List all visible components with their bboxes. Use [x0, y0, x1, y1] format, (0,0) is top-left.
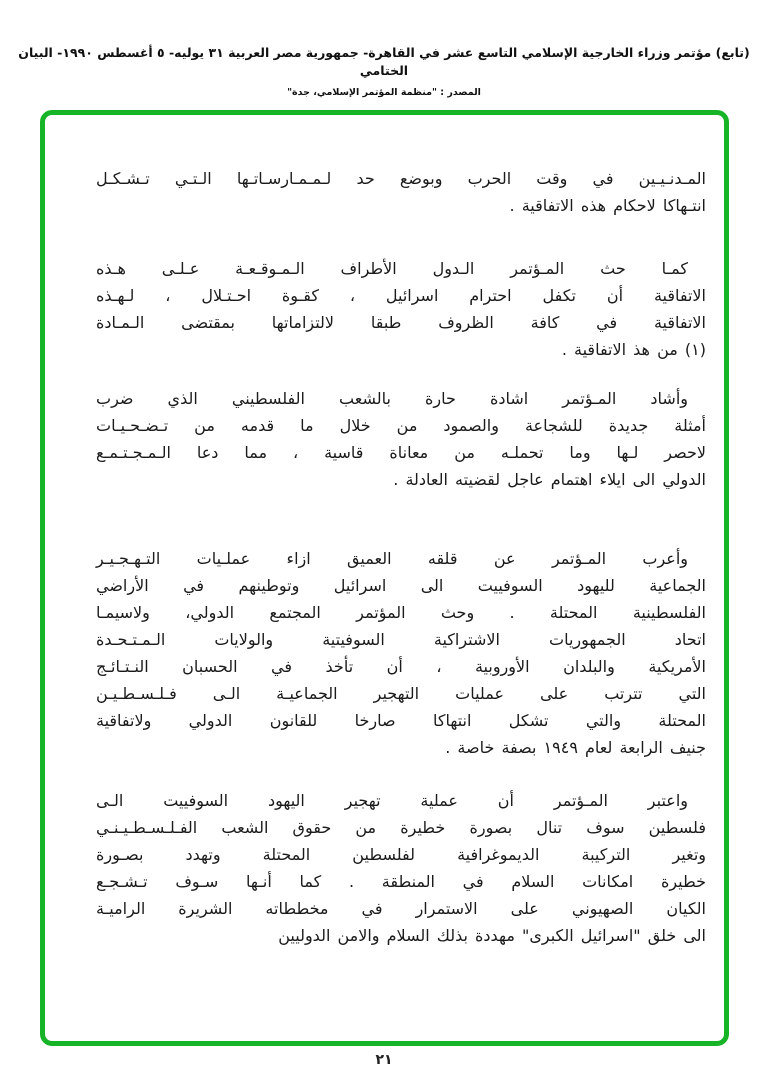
paragraph-line: واعتبر المـؤتمر أن عملية تهجير اليهود السوفييت الـى — [96, 791, 688, 810]
paragraph — [96, 385, 706, 493]
paragraph-line: المحتلة والتي تشكل انتهاكا صارخا للقانون الدولي ولاتفاقية — [96, 711, 706, 730]
paragraph-line: الاتفاقية أن تكفل احترام اسرائيل ، كقـوة احـتـلال ، لـهـذه — [96, 286, 706, 305]
content-frame — [40, 110, 729, 1046]
paragraph-line: أمثلة جديدة للشجاعة والصمود من خلال ما قدمه من تـضـحـيـات — [96, 416, 706, 435]
document-header — [0, 44, 768, 99]
paragraph-line: الكيان الصهيوني على الاستمرار في مخططاته الشريرة الراميـة — [96, 899, 706, 918]
paragraph-line: المـدنـيـين في وقت الحرب وبوضع حد لـمـمـارسـاتـها الـتـي تـشـكـل — [96, 169, 706, 188]
paragraph-line: وتغير التركيبة الديموغرافية لفلسطين المحتلة وتهدد بصـورة — [96, 845, 706, 864]
body-text — [96, 165, 706, 949]
paragraph-line: انتـهاكا لاحكام هذه الاتفاقية . — [509, 196, 706, 215]
paragraph — [96, 165, 706, 219]
paragraph-line: الاتفاقية في كافة الظروف طبقا لالتزاماتها بمقتضى الـمـادة — [96, 313, 706, 332]
paragraph-line: الفلسطينية المحتلة . وحث المؤتمر المجتمع الدولي، ولاسيمـا — [96, 603, 706, 622]
paragraph-line: الجماعية لليهود السوفييت الى اسرائيل وتوطينهم في الأراضي — [96, 576, 706, 595]
paragraph — [96, 787, 706, 949]
header-source: المصدر : "منظمة المؤتمر الإسلامي، جدة" — [287, 87, 481, 98]
paragraph-line: لاحصر لـها وما تحملـه من معاناة قاسية ، مما دعا الـمـجـتـمـع — [96, 443, 706, 462]
paragraphs — [96, 165, 706, 949]
paragraph-line: الدولي الى ايلاء اهتمام عاجل لقضيته العادلة . — [393, 470, 706, 489]
paragraph — [96, 545, 706, 761]
paragraph-line: الى خلق "اسرائيل الكبرى" مهددة بذلك السلام والامن الدوليين — [278, 926, 706, 945]
paragraph-line: وأعرب المـؤتمر عن قلقه العميق ازاء عملـيات التـهـجـيـر — [96, 549, 688, 568]
paragraph-line: جنيف الرابعة لعام ١٩٤٩ بصفة خاصة . — [445, 738, 706, 757]
paragraph-line: وأشاد المـؤتمر اشادة حارة بالشعب الفلسطيني الذي ضرب — [96, 389, 688, 408]
paragraph-line: خطيرة امكانات السلام في المنطقة . كما أنـها سـوف تـشـجـع — [96, 872, 706, 891]
paragraph-line: التي تترتب على عمليات التهجير الجماعيـة الـى فـلـسـطـيـن — [96, 684, 706, 703]
paragraph-line: (١) من هذ الاتفاقية . — [561, 340, 706, 359]
paragraph-line: اتحاد الجمهوريات الاشتراكية السوفيتية والولايات الـمـتـحـدة — [96, 630, 706, 649]
paragraph-line: كمـا حث المـؤتمر الـدول الأطراف الـمـوقـعـة عـلـى هـذه — [96, 259, 688, 278]
page-number: ٢١ — [375, 1052, 393, 1068]
paragraph — [96, 255, 706, 363]
paragraph-line: فلسطين سوف تنال بصورة خطيرة من حقوق الشعب الفـلـسـطـيـنـي — [96, 818, 706, 837]
paragraph-line: الأمريكية والبلدان الأوروبية ، أن تأخذ في الحسبان النـتـائـج — [96, 657, 706, 676]
header-title: (تابع) مؤتمر وزراء الخارجية الإسلامي التاسع عشر في القاهرة- جمهورية مصر العربية ٣١ يوليه- ٥ أغسطس ١٩٩٠- البيان الختامي — [18, 45, 750, 78]
